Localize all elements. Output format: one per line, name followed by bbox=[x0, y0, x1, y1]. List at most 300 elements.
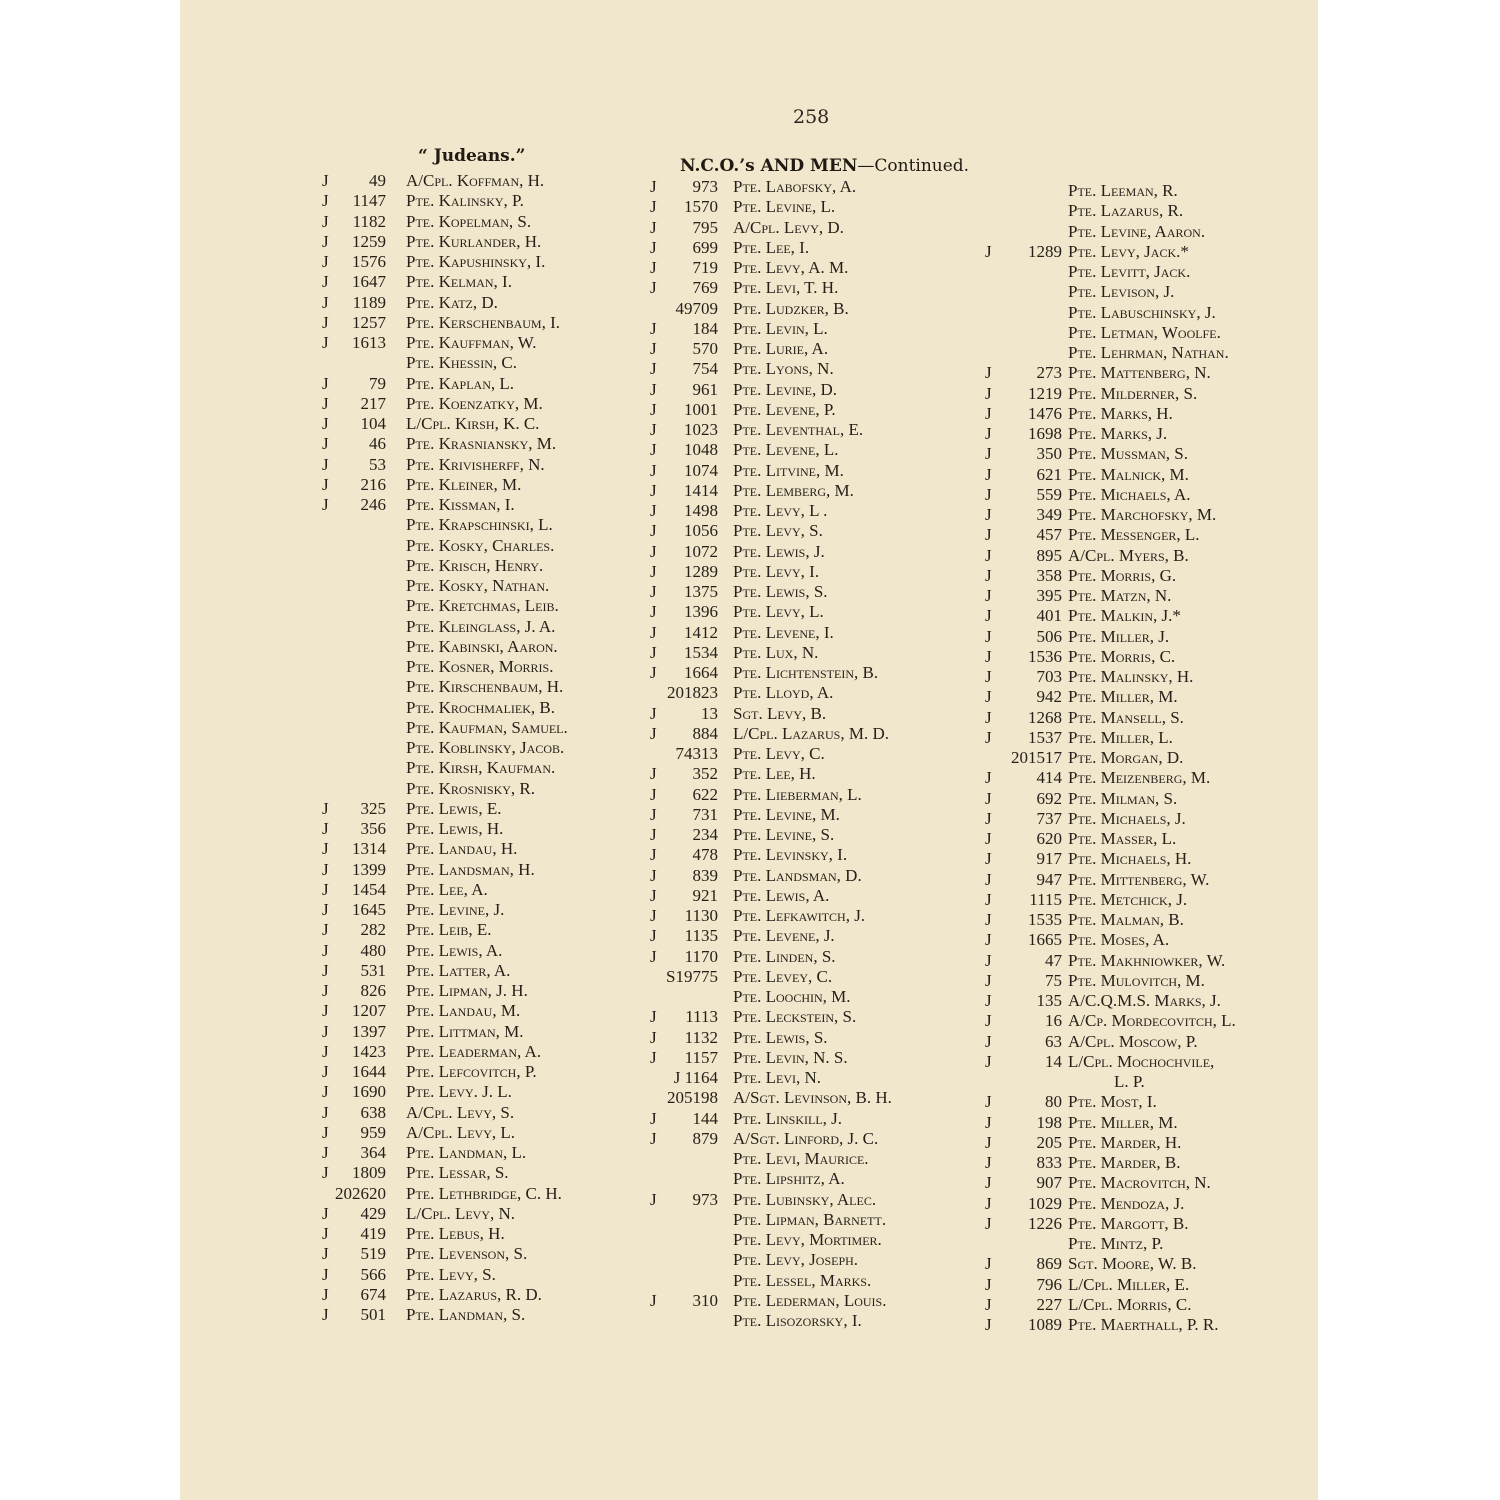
service-number: 49709 bbox=[675, 298, 718, 318]
roster-entry bbox=[322, 698, 642, 718]
service-number: 1537 bbox=[1028, 727, 1062, 747]
roster-entry bbox=[322, 779, 642, 799]
service-number: 273 bbox=[1036, 363, 1062, 383]
rank-and-name: Pte. Loochin, M. bbox=[733, 987, 851, 1006]
regiment-prefix: J bbox=[985, 667, 992, 686]
roster-entry bbox=[322, 860, 642, 880]
rank-and-name: Pte. Levy, C. bbox=[733, 744, 825, 763]
rank-and-name: Pte. Lewis, A. bbox=[733, 885, 830, 905]
roster-entry bbox=[650, 562, 980, 582]
service-number: 1570 bbox=[684, 197, 718, 217]
regiment-prefix: J bbox=[322, 292, 329, 312]
rank-and-name: Pte. Levine, J. bbox=[406, 900, 505, 919]
service-number: 395 bbox=[1036, 586, 1062, 605]
regiment-prefix: J bbox=[985, 1315, 992, 1334]
roster-entry bbox=[322, 1244, 642, 1264]
service-number: 884 bbox=[692, 723, 718, 743]
roster-entry bbox=[650, 380, 980, 400]
roster-entry bbox=[650, 278, 980, 298]
roster-entry bbox=[985, 1052, 1300, 1072]
roster-entry bbox=[985, 728, 1300, 748]
roster-entry bbox=[985, 1315, 1300, 1335]
rank-and-name: Pte. Levin, N. S. bbox=[733, 1047, 848, 1067]
service-number: 356 bbox=[360, 819, 386, 838]
regiment-prefix: J bbox=[650, 501, 657, 520]
service-number: 227 bbox=[1036, 1294, 1062, 1314]
service-number: 282 bbox=[360, 920, 386, 940]
service-number: 1257 bbox=[352, 312, 386, 332]
regiment-prefix: J bbox=[985, 910, 992, 929]
rank-and-name: A/Cpl. Levy, S. bbox=[406, 1102, 515, 1122]
service-number: 1170 bbox=[684, 946, 718, 966]
rank-and-name: Pte. Leckstein, S. bbox=[733, 1007, 857, 1027]
roster-entry bbox=[985, 1254, 1300, 1274]
rank-and-name: Pte. Krosnisky, R. bbox=[406, 778, 535, 798]
roster-entry bbox=[650, 764, 980, 784]
rank-and-name: Pte. Kelman, I. bbox=[406, 272, 512, 292]
roster-entry bbox=[322, 981, 642, 1001]
rank-and-name: Pte. Lyons, N. bbox=[733, 359, 834, 379]
service-number: 1423 bbox=[352, 1041, 386, 1061]
roster-column-2 bbox=[650, 177, 980, 1331]
rank-and-name: Pte. Lebus, H. bbox=[406, 1224, 505, 1243]
regiment-prefix: J bbox=[322, 900, 329, 919]
roster-entry bbox=[322, 941, 642, 961]
regiment-prefix: J bbox=[985, 707, 992, 727]
service-number: 921 bbox=[692, 885, 718, 905]
roster-entry bbox=[985, 242, 1300, 262]
regiment-prefix: J bbox=[322, 839, 329, 859]
service-number: 144 bbox=[692, 1108, 718, 1128]
rank-and-name: A/Sgt. Levinson, B. H. bbox=[733, 1088, 892, 1108]
roster-entry bbox=[650, 1169, 980, 1189]
roster-entry bbox=[985, 262, 1300, 282]
rank-and-name: Pte. Kirschenbaum, H. bbox=[406, 677, 564, 697]
service-number: 620 bbox=[1036, 829, 1062, 848]
rank-and-name: Pte. Kabinski, Aaron. bbox=[406, 636, 558, 656]
service-number: 202620 bbox=[335, 1183, 386, 1203]
roster-entry bbox=[985, 566, 1300, 586]
service-number: 1289 bbox=[1028, 241, 1062, 261]
roster-entry bbox=[322, 515, 642, 535]
roster-entry bbox=[650, 299, 980, 319]
roster-entry bbox=[322, 455, 642, 475]
service-number: 531 bbox=[360, 960, 386, 980]
section-heading-left: “ Judeans.” bbox=[418, 146, 526, 166]
roster-entry bbox=[985, 647, 1300, 667]
service-number: 1089 bbox=[1028, 1315, 1062, 1334]
regiment-prefix: J bbox=[985, 403, 992, 423]
rank-and-name: Pte. Lewis, S. bbox=[733, 1027, 828, 1047]
regiment-prefix: J bbox=[322, 312, 329, 332]
rank-and-name: Pte. Levi, N. bbox=[733, 1068, 822, 1087]
service-number: 570 bbox=[692, 339, 718, 358]
rank-and-name: Pte. Levene, I. bbox=[733, 622, 834, 642]
roster-entry bbox=[322, 252, 642, 272]
rank-and-name: Pte. Leeman, R. bbox=[1068, 181, 1178, 200]
roster-entry bbox=[985, 1133, 1300, 1153]
rank-and-name: Pte. Krapschinski, L. bbox=[406, 515, 553, 535]
rank-and-name: Pte. Levine, Aaron. bbox=[1068, 221, 1206, 241]
roster-entry bbox=[322, 961, 642, 981]
roster-entry bbox=[985, 1032, 1300, 1052]
roster-entry bbox=[650, 906, 980, 926]
roster-entry bbox=[322, 1103, 642, 1123]
roster-entry bbox=[985, 1092, 1300, 1112]
regiment-prefix: J bbox=[650, 177, 657, 196]
rank-and-name: Pte. Most, I. bbox=[1068, 1092, 1157, 1112]
service-number: 349 bbox=[1036, 505, 1062, 524]
rank-and-name: Pte. Masser, L. bbox=[1068, 829, 1177, 848]
service-number: 47 bbox=[1045, 950, 1062, 970]
roster-entry bbox=[985, 930, 1300, 950]
roster-entry bbox=[322, 576, 642, 596]
service-number: 1314 bbox=[352, 839, 386, 859]
roster-entry bbox=[650, 1230, 980, 1250]
rank-and-name: Pte. Levene, J. bbox=[733, 926, 835, 946]
regiment-prefix: J bbox=[650, 622, 657, 642]
roster-entry bbox=[985, 627, 1300, 647]
service-number: 1289 bbox=[684, 561, 718, 581]
page-number: 258 bbox=[793, 106, 830, 128]
service-number: 501 bbox=[360, 1305, 386, 1324]
rank-and-name: Pte. Levy, Joseph. bbox=[733, 1250, 859, 1270]
regiment-prefix: J bbox=[650, 1027, 657, 1047]
rank-and-name: Pte. Miller, M. bbox=[1068, 687, 1178, 707]
regiment-prefix: J bbox=[650, 258, 657, 277]
roster-entry bbox=[985, 1173, 1300, 1193]
service-number: 692 bbox=[1036, 788, 1062, 808]
roster-entry bbox=[650, 319, 980, 339]
regiment-prefix: J bbox=[985, 545, 992, 565]
roster-entry bbox=[322, 1123, 642, 1143]
regiment-prefix: J bbox=[322, 1224, 329, 1243]
roster-entry bbox=[650, 542, 980, 562]
regiment-prefix: J bbox=[322, 1305, 329, 1324]
roster-entry bbox=[985, 971, 1300, 991]
roster-entry bbox=[650, 1068, 980, 1088]
regiment-prefix: J bbox=[322, 1082, 329, 1102]
service-number: 429 bbox=[360, 1203, 386, 1223]
rank-and-name: Pte. Landman, S. bbox=[406, 1305, 526, 1324]
roster-entry bbox=[650, 926, 980, 946]
roster-entry bbox=[650, 1311, 980, 1331]
rank-and-name: L/Cpl. Morris, C. bbox=[1068, 1294, 1192, 1314]
regiment-prefix: J bbox=[985, 383, 992, 403]
roster-entry bbox=[322, 394, 642, 414]
rank-and-name: Pte. Marchofsky, M. bbox=[1068, 505, 1217, 524]
roster-entry bbox=[650, 1028, 980, 1048]
service-number: 826 bbox=[360, 981, 386, 1000]
regiment-prefix: J bbox=[322, 434, 329, 454]
service-number: 63 bbox=[1045, 1031, 1062, 1051]
rank-and-name: L. P. bbox=[1114, 1072, 1145, 1091]
roster-entry bbox=[985, 1153, 1300, 1173]
rank-and-name: Pte. Koblinsky, Jacob. bbox=[406, 738, 565, 757]
roster-entry bbox=[650, 440, 980, 460]
rank-and-name: Pte. Levy, Mortimer. bbox=[733, 1230, 882, 1249]
roster-entry bbox=[650, 1291, 980, 1311]
service-number: 1698 bbox=[1028, 424, 1062, 443]
rank-and-name: A/Sgt. Linford, J. C. bbox=[733, 1128, 879, 1148]
regiment-prefix: J bbox=[650, 1108, 657, 1128]
service-number: 201823 bbox=[667, 683, 718, 703]
service-number: 16 bbox=[1045, 1011, 1062, 1031]
roster-entry bbox=[650, 886, 980, 906]
rank-and-name: Pte. Miller, J. bbox=[1068, 626, 1170, 646]
rank-and-name: Pte. Levy, A. M. bbox=[733, 258, 849, 277]
rank-and-name: Pte. Lewis, J. bbox=[733, 541, 825, 561]
rank-and-name: Sgt. Levy, B. bbox=[733, 703, 827, 723]
regiment-prefix: J bbox=[985, 687, 992, 707]
regiment-prefix: J bbox=[985, 525, 992, 545]
service-number: 621 bbox=[1036, 464, 1062, 484]
rank-and-name: Pte. Lipman, J. H. bbox=[406, 981, 528, 1000]
regiment-prefix: J bbox=[650, 420, 657, 439]
roster-entry bbox=[322, 799, 642, 819]
service-number: 1534 bbox=[684, 642, 718, 662]
rank-and-name: Pte. Litvine, M. bbox=[733, 460, 844, 480]
service-number: 754 bbox=[692, 359, 718, 379]
roster-entry bbox=[650, 501, 980, 521]
service-number: 1130 bbox=[684, 906, 718, 925]
regiment-prefix: J bbox=[322, 960, 329, 980]
regiment-prefix: J bbox=[322, 981, 329, 1000]
rank-and-name: A/Cpl. Levy, L. bbox=[406, 1122, 516, 1142]
service-number: 506 bbox=[1036, 626, 1062, 646]
rank-and-name: Pte. Levine, S. bbox=[733, 825, 835, 844]
regiment-prefix: J bbox=[322, 252, 329, 271]
rank-and-name: Pte. Michaels, J. bbox=[1068, 808, 1186, 828]
roster-entry bbox=[322, 1163, 642, 1183]
regiment-prefix: J bbox=[985, 950, 992, 970]
roster-entry bbox=[650, 1109, 980, 1129]
rank-and-name: Pte. Kosky, Nathan. bbox=[406, 576, 550, 595]
regiment-prefix: J bbox=[650, 865, 657, 885]
regiment-prefix: J bbox=[985, 606, 992, 626]
roster-entry bbox=[322, 293, 642, 313]
rank-and-name: Pte. Miller, L. bbox=[1068, 727, 1173, 747]
rank-and-name: Pte. Margott, B. bbox=[1068, 1213, 1189, 1233]
rank-and-name: Sgt. Moore, W. B. bbox=[1068, 1254, 1197, 1274]
rank-and-name: Pte. Levenson, S. bbox=[406, 1244, 528, 1264]
roster-entry bbox=[650, 663, 980, 683]
service-number: 310 bbox=[692, 1290, 718, 1310]
rank-and-name: Pte. Lurie, A. bbox=[733, 339, 829, 358]
regiment-prefix: J bbox=[322, 474, 329, 494]
rank-and-name: Pte. Leib, E. bbox=[406, 920, 492, 940]
service-number: 352 bbox=[692, 764, 718, 784]
rank-and-name: Pte. Krisch, Henry. bbox=[406, 555, 544, 575]
regiment-prefix: J bbox=[650, 1007, 657, 1027]
regiment-prefix: J bbox=[322, 171, 329, 190]
rank-and-name: Pte. Kleiner, M. bbox=[406, 474, 522, 494]
regiment-prefix: J bbox=[322, 454, 329, 474]
rank-and-name: Pte. Mansell, S. bbox=[1068, 707, 1184, 727]
roster-entry bbox=[985, 1234, 1300, 1254]
regiment-prefix: J bbox=[650, 784, 657, 804]
regiment-prefix: J bbox=[985, 889, 992, 909]
rank-and-name: Pte. Levy. J. L. bbox=[406, 1082, 512, 1102]
roster-entry bbox=[322, 313, 642, 333]
regiment-prefix: J bbox=[322, 333, 329, 352]
rank-and-name: Pte. Matzn, N. bbox=[1068, 586, 1172, 605]
service-number: 737 bbox=[1036, 808, 1062, 828]
regiment-prefix: J bbox=[650, 602, 657, 622]
regiment-prefix: J bbox=[650, 804, 657, 824]
roster-entry bbox=[650, 400, 980, 420]
rank-and-name: Pte. Morgan, D. bbox=[1068, 748, 1184, 767]
rank-and-name: Pte. Kaplan, L. bbox=[406, 373, 515, 393]
rank-and-name: Pte. Latter, A. bbox=[406, 960, 511, 980]
rank-and-name: Pte. Morris, G. bbox=[1068, 565, 1177, 585]
regiment-prefix: J bbox=[985, 646, 992, 666]
rank-and-name: Pte. Levi, T. H. bbox=[733, 278, 839, 298]
rank-and-name: Pte. Michaels, A. bbox=[1068, 484, 1191, 504]
regiment-prefix: J bbox=[650, 1189, 657, 1209]
regiment-prefix: J bbox=[650, 217, 657, 237]
service-number: 457 bbox=[1036, 525, 1062, 545]
rank-and-name: L/Cpl. Levy, N. bbox=[406, 1203, 516, 1223]
service-number: 217 bbox=[360, 393, 386, 413]
service-number: 1023 bbox=[684, 420, 718, 439]
regiment-prefix: J bbox=[985, 788, 992, 808]
rank-and-name: Pte. Lehrman, Nathan. bbox=[1068, 343, 1229, 362]
rank-and-name: Pte. Landsman, D. bbox=[733, 865, 862, 885]
roster-entry bbox=[985, 586, 1300, 606]
service-number: 839 bbox=[692, 865, 718, 885]
regiment-prefix: J bbox=[650, 399, 657, 419]
service-number: 478 bbox=[692, 845, 718, 865]
rank-and-name: Pte. Levinsky, I. bbox=[733, 845, 848, 865]
roster-entry bbox=[985, 991, 1300, 1011]
service-number: 1029 bbox=[1028, 1193, 1062, 1213]
roster-entry bbox=[322, 434, 642, 454]
rank-and-name: Pte. Kissman, I. bbox=[406, 495, 515, 514]
service-number: 1665 bbox=[1028, 930, 1062, 950]
rank-and-name: Pte. Levison, J. bbox=[1068, 282, 1175, 302]
roster-entry bbox=[650, 582, 980, 602]
service-number: 674 bbox=[360, 1284, 386, 1304]
service-number: J 1164 bbox=[673, 1068, 718, 1087]
roster-entry bbox=[650, 359, 980, 379]
rank-and-name: Pte. Krochmaliek, B. bbox=[406, 697, 555, 717]
regiment-prefix: J bbox=[650, 582, 657, 601]
rank-and-name: Pte. Lazarus, R. bbox=[1068, 201, 1184, 221]
roster-entry bbox=[985, 667, 1300, 687]
rank-and-name: Pte. Lee, A. bbox=[406, 879, 488, 899]
roster-entry bbox=[322, 171, 642, 191]
roster-entry bbox=[322, 333, 642, 353]
service-number: S19775 bbox=[666, 966, 718, 986]
regiment-prefix: J bbox=[650, 906, 657, 925]
roster-entry bbox=[322, 1224, 642, 1244]
service-number: 1268 bbox=[1028, 707, 1062, 727]
regiment-prefix: J bbox=[985, 869, 992, 889]
service-number: 1412 bbox=[684, 622, 718, 642]
service-number: 1498 bbox=[684, 501, 718, 520]
roster-entry bbox=[985, 1113, 1300, 1133]
service-number: 480 bbox=[360, 940, 386, 960]
service-number: 1001 bbox=[684, 399, 718, 419]
service-number: 731 bbox=[692, 804, 718, 824]
service-number: 1399 bbox=[352, 859, 386, 879]
rank-and-name: Pte. Lewis, A. bbox=[406, 940, 503, 960]
roster-column-3 bbox=[985, 181, 1300, 1335]
service-number: 1072 bbox=[684, 541, 718, 561]
rank-and-name: Pte. Mittenberg, W. bbox=[1068, 869, 1210, 889]
rank-and-name: Pte. Kaufman, Samuel. bbox=[406, 717, 568, 737]
service-number: 1135 bbox=[684, 926, 718, 946]
service-number: 559 bbox=[1036, 484, 1062, 504]
regiment-prefix: J bbox=[650, 197, 657, 217]
rank-and-name: Pte. Meizenberg, M. bbox=[1068, 768, 1211, 788]
rank-and-name: Pte. Levene, P. bbox=[733, 399, 836, 419]
roster-entry bbox=[322, 536, 642, 556]
regiment-prefix: J bbox=[985, 1132, 992, 1152]
service-number: 234 bbox=[692, 825, 718, 844]
rank-and-name: Pte. Lloyd, A. bbox=[733, 683, 834, 703]
service-number: 947 bbox=[1036, 869, 1062, 889]
regiment-prefix: J bbox=[985, 1011, 992, 1031]
roster-entry bbox=[650, 197, 980, 217]
service-number: 942 bbox=[1036, 687, 1062, 707]
roster-entry bbox=[322, 819, 642, 839]
rank-and-name: Pte. Kosner, Morris. bbox=[406, 657, 554, 676]
roster-entry bbox=[985, 606, 1300, 626]
regiment-prefix: J bbox=[322, 1244, 329, 1264]
rank-and-name: Pte. Linskill, J. bbox=[733, 1108, 843, 1128]
roster-entry bbox=[985, 363, 1300, 383]
roster-entry bbox=[985, 343, 1300, 363]
roster-entry bbox=[650, 825, 980, 845]
regiment-prefix: J bbox=[650, 845, 657, 865]
roster-entry bbox=[650, 481, 980, 501]
regiment-prefix: J bbox=[985, 1254, 992, 1274]
regiment-prefix: J bbox=[322, 1163, 329, 1183]
roster-column-1 bbox=[322, 171, 642, 1325]
regiment-prefix: J bbox=[985, 505, 992, 524]
regiment-prefix: J bbox=[985, 363, 992, 383]
regiment-prefix: J bbox=[985, 1193, 992, 1213]
regiment-prefix: J bbox=[322, 1203, 329, 1223]
roster-entry bbox=[322, 1042, 642, 1062]
roster-entry bbox=[322, 900, 642, 920]
roster-entry bbox=[985, 910, 1300, 930]
regiment-prefix: J bbox=[322, 495, 329, 514]
roster-entry bbox=[322, 617, 642, 637]
service-number: 74313 bbox=[675, 744, 718, 763]
roster-entry bbox=[985, 181, 1300, 201]
roster-entry bbox=[650, 339, 980, 359]
roster-entry bbox=[650, 218, 980, 238]
roster-entry bbox=[985, 809, 1300, 829]
roster-entry bbox=[650, 1088, 980, 1108]
rank-and-name: Pte. Lewis, H. bbox=[406, 819, 504, 838]
roster-entry bbox=[650, 1271, 980, 1291]
service-number: 205198 bbox=[667, 1088, 718, 1108]
roster-entry bbox=[650, 1190, 980, 1210]
regiment-prefix: J bbox=[650, 1047, 657, 1067]
service-number: 1536 bbox=[1028, 646, 1062, 666]
regiment-prefix: J bbox=[650, 359, 657, 379]
service-number: 622 bbox=[692, 784, 718, 804]
rank-and-name: Pte. Mendoza, J. bbox=[1068, 1193, 1185, 1213]
rank-and-name: Pte. Landau, M. bbox=[406, 1001, 521, 1021]
rank-and-name: Pte. Levine, M. bbox=[733, 804, 840, 824]
regiment-prefix: J bbox=[985, 991, 992, 1010]
rank-and-name: L/Cpl. Kirsh, K. C. bbox=[406, 414, 540, 433]
